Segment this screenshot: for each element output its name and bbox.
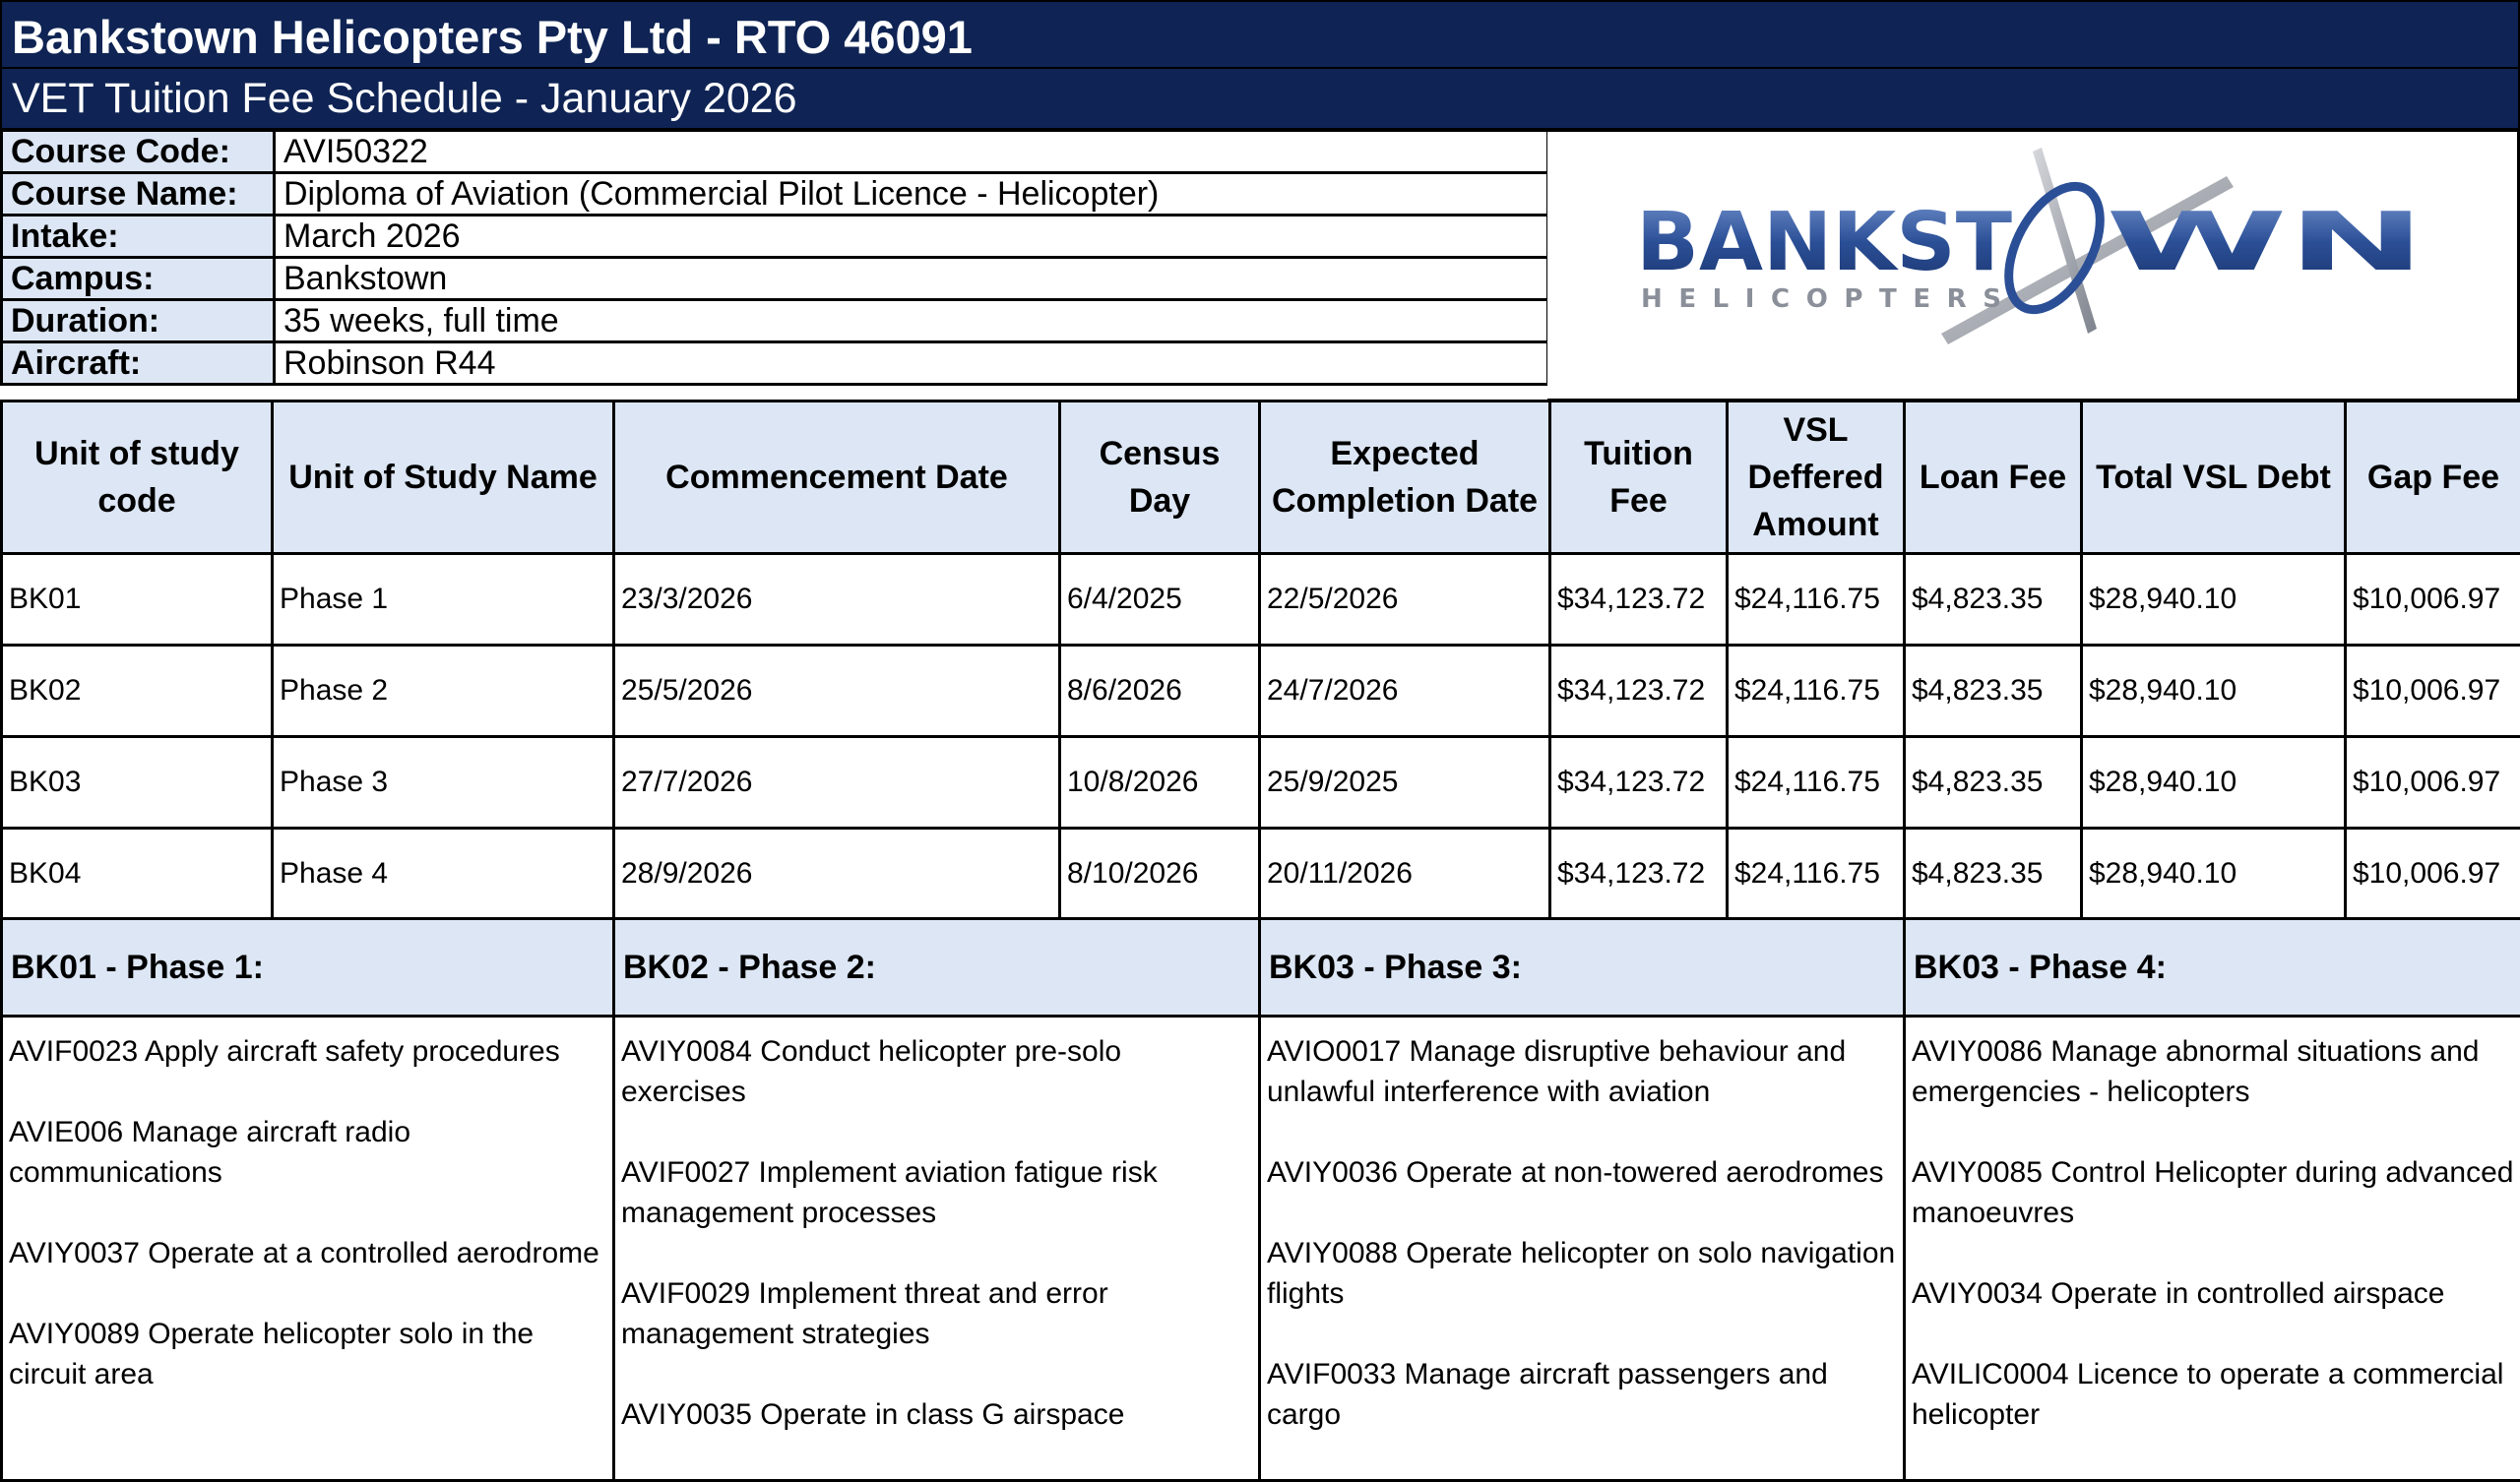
phase-4-units — [1905, 1017, 2520, 1481]
cell-gap-fee: $10,006.97 — [2346, 554, 2520, 646]
phase-1-units — [2, 1017, 614, 1481]
duration-value: 35 weeks, full time — [275, 300, 1548, 342]
header-unit-name: Unit of Study Name — [273, 401, 614, 554]
campus-label: Campus: — [2, 258, 275, 300]
header-expected-completion: Expected Completion Date — [1260, 401, 1550, 554]
logo-wordmark-left: BANKST — [1636, 196, 2013, 289]
intake-label: Intake: — [2, 216, 275, 258]
list-item: AVIE006 Manage aircraft radio communications — [9, 1116, 411, 1189]
list-item: AVIY0088 Operate helicopter on solo navigation flights — [1267, 1237, 1896, 1310]
org-title-bar — [0, 0, 2520, 69]
list-item: AVILIC0004 Licence to operate a commercial helicopter — [1912, 1358, 2504, 1431]
logo-wordmark-right: WN — [2106, 196, 2426, 289]
bankstown-helicopters-logo — [1547, 132, 2517, 401]
course-info-row — [2, 342, 1548, 385]
list-item: AVIY0084 Conduct helicopter pre-solo exercises — [621, 1035, 1122, 1108]
course-info-row — [2, 258, 1548, 300]
cell-loan-fee: $4,823.35 — [1905, 646, 2082, 737]
header-census-day: Census Day — [1060, 401, 1260, 554]
cell-commencement-date: 27/7/2026 — [614, 737, 1060, 829]
list-item: AVIY0037 Operate at a controlled aerodrome — [9, 1237, 599, 1269]
cell-census-day: 8/10/2026 — [1060, 829, 1260, 920]
cell-vsl-deferred: $24,116.75 — [1728, 554, 1905, 646]
course-name-label: Course Name: — [2, 173, 275, 216]
course-info-row — [2, 216, 1548, 258]
course-info-table — [0, 129, 1549, 386]
table-row — [2, 737, 2520, 829]
cell-loan-fee: $4,823.35 — [1905, 554, 2082, 646]
list-item: AVIF0027 Implement aviation fatigue risk management processes — [621, 1156, 1158, 1229]
cell-census-day: 6/4/2025 — [1060, 554, 1260, 646]
phase-units-table — [0, 917, 2520, 1482]
list-item: AVIY0085 Control Helicopter during advanced manoeuvres — [1912, 1156, 2514, 1229]
cell-unit-name: Phase 4 — [273, 829, 614, 920]
list-item: AVIY0089 Operate helicopter solo in the circuit area — [9, 1318, 535, 1390]
cell-completion-date: 25/9/2025 — [1260, 737, 1550, 829]
table-row — [2, 829, 2520, 920]
cell-commencement-date: 25/5/2026 — [614, 646, 1060, 737]
fee-table — [0, 400, 2520, 921]
org-title: Bankstown Helicopters Pty Ltd - RTO 46091 — [12, 11, 973, 63]
list-item: AVIF0033 Manage aircraft passengers and cargo — [1267, 1358, 1828, 1431]
phase-1-title: BK01 - Phase 1: — [2, 919, 614, 1017]
cell-gap-fee: $10,006.97 — [2346, 646, 2520, 737]
cell-vsl-deferred: $24,116.75 — [1728, 829, 1905, 920]
logo-subtext: HELICOPTERS — [1641, 284, 2001, 314]
course-name-value: Diploma of Aviation (Commercial Pilot Licence - Helicopter) — [275, 173, 1548, 216]
cell-total-vsl-debt: $28,940.10 — [2082, 646, 2346, 737]
course-info-row — [2, 300, 1548, 342]
header-loan-fee: Loan Fee — [1905, 401, 2082, 554]
cell-tuition-fee: $34,123.72 — [1550, 829, 1728, 920]
cell-total-vsl-debt: $28,940.10 — [2082, 554, 2346, 646]
aircraft-value: Robinson R44 — [275, 342, 1548, 385]
header-total-vsl-debt: Total VSL Debt — [2082, 401, 2346, 554]
intake-value: March 2026 — [275, 216, 1548, 258]
cell-unit-code: BK01 — [2, 554, 273, 646]
header-vsl-deferred: VSL Deffered Amount — [1728, 401, 1905, 554]
campus-value: Bankstown — [275, 258, 1548, 300]
header-gap-fee: Gap Fee — [2346, 401, 2520, 554]
list-item: AVIY0086 Manage abnormal situations and emergencies - helicopters — [1912, 1035, 2480, 1108]
phase-header-row — [2, 919, 2520, 1017]
header-unit-code: Unit of study code — [2, 401, 273, 554]
cell-unit-code: BK03 — [2, 737, 273, 829]
header-tuition-fee: Tuition Fee — [1550, 401, 1728, 554]
cell-gap-fee: $10,006.97 — [2346, 829, 2520, 920]
schedule-title: VET Tuition Fee Schedule - January 2026 — [12, 75, 797, 122]
phase-3-units — [1260, 1017, 1905, 1481]
list-item: AVIY0036 Operate at non-towered aerodromes — [1267, 1156, 1884, 1189]
fee-table-header-row — [2, 401, 2520, 554]
cell-total-vsl-debt: $28,940.10 — [2082, 737, 2346, 829]
list-item: AVIF0023 Apply aircraft safety procedures — [9, 1035, 560, 1068]
phase-4-title: BK03 - Phase 4: — [1905, 919, 2520, 1017]
cell-unit-name: Phase 3 — [273, 737, 614, 829]
list-item: AVIO0017 Manage disruptive behaviour and unlawful interference with aviation — [1267, 1035, 1847, 1108]
table-row — [2, 554, 2520, 646]
list-item: AVIY0035 Operate in class G airspace — [621, 1398, 1125, 1431]
cell-tuition-fee: $34,123.72 — [1550, 737, 1728, 829]
cell-loan-fee: $4,823.35 — [1905, 737, 2082, 829]
cell-unit-name: Phase 1 — [273, 554, 614, 646]
course-info-row — [2, 173, 1548, 216]
course-code-value: AVI50322 — [275, 131, 1548, 173]
cell-total-vsl-debt: $28,940.10 — [2082, 829, 2346, 920]
schedule-title-bar — [0, 69, 2520, 130]
phase-3-title: BK03 - Phase 3: — [1260, 919, 1905, 1017]
cell-gap-fee: $10,006.97 — [2346, 737, 2520, 829]
cell-loan-fee: $4,823.35 — [1905, 829, 2082, 920]
duration-label: Duration: — [2, 300, 275, 342]
phase-units-row — [2, 1017, 2520, 1481]
cell-unit-code: BK04 — [2, 829, 273, 920]
cell-unit-name: Phase 2 — [273, 646, 614, 737]
cell-census-day: 10/8/2026 — [1060, 737, 1260, 829]
phase-2-title: BK02 - Phase 2: — [614, 919, 1260, 1017]
cell-tuition-fee: $34,123.72 — [1550, 646, 1728, 737]
course-info-row — [2, 131, 1548, 173]
cell-commencement-date: 23/3/2026 — [614, 554, 1060, 646]
cell-unit-code: BK02 — [2, 646, 273, 737]
logo-cell — [1547, 129, 2520, 401]
cell-vsl-deferred: $24,116.75 — [1728, 737, 1905, 829]
cell-vsl-deferred: $24,116.75 — [1728, 646, 1905, 737]
cell-completion-date: 22/5/2026 — [1260, 554, 1550, 646]
list-item: AVIF0029 Implement threat and error management strategies — [621, 1277, 1108, 1350]
header-commencement-date: Commencement Date — [614, 401, 1060, 554]
list-item: AVIY0034 Operate in controlled airspace — [1912, 1277, 2445, 1310]
table-row — [2, 646, 2520, 737]
cell-census-day: 8/6/2026 — [1060, 646, 1260, 737]
cell-completion-date: 24/7/2026 — [1260, 646, 1550, 737]
cell-tuition-fee: $34,123.72 — [1550, 554, 1728, 646]
aircraft-label: Aircraft: — [2, 342, 275, 385]
cell-completion-date: 20/11/2026 — [1260, 829, 1550, 920]
cell-commencement-date: 28/9/2026 — [614, 829, 1060, 920]
course-code-label: Course Code: — [2, 131, 275, 173]
phase-2-units — [614, 1017, 1260, 1481]
